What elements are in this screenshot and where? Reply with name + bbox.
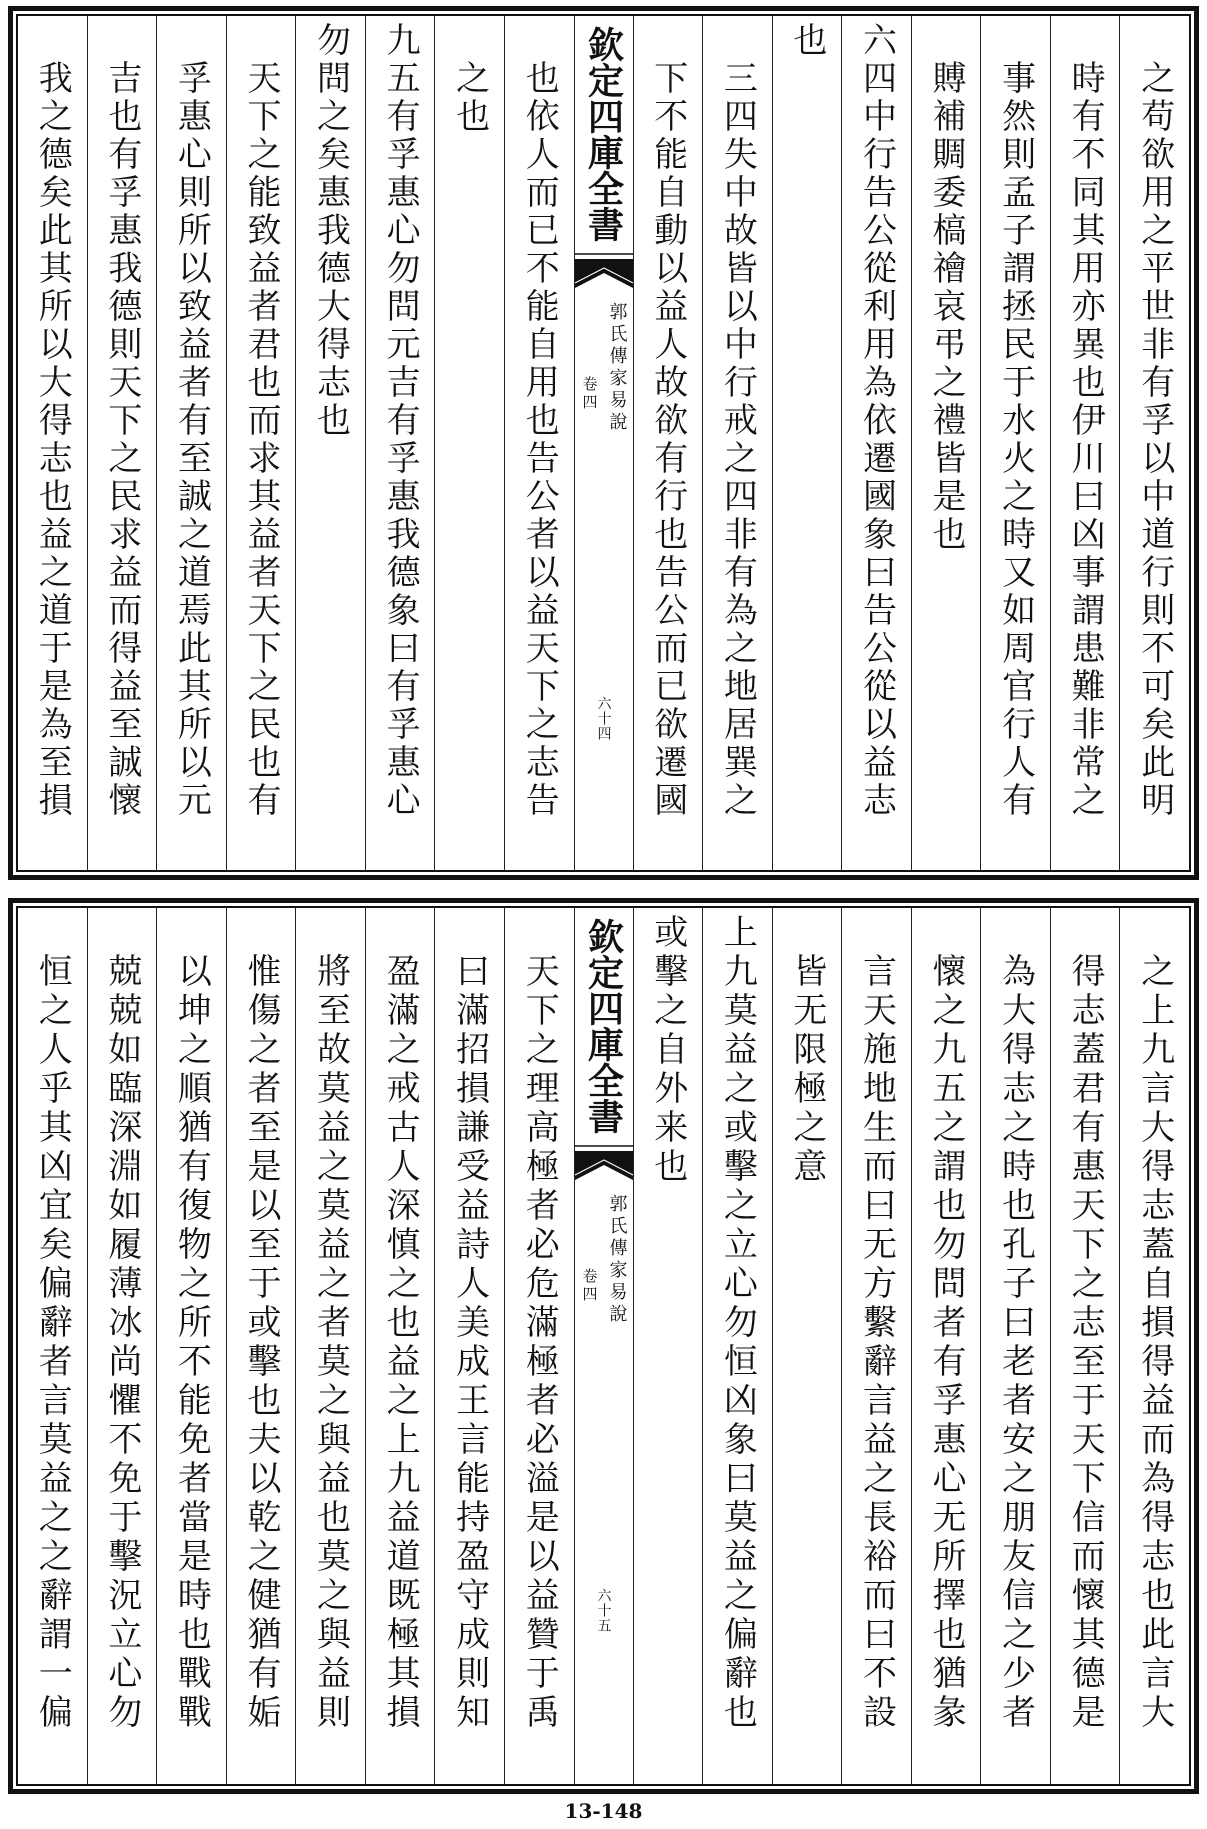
text-column bbox=[435, 16, 505, 870]
text-column bbox=[773, 16, 843, 870]
text-column bbox=[366, 16, 436, 870]
lower-page-panel bbox=[8, 898, 1199, 1794]
column-text: 九五有孚惠心勿問元吉有孚惠我德象曰有孚惠心 bbox=[380, 22, 421, 820]
fold-volume: 卷四 bbox=[580, 376, 599, 412]
column-text: 事然則孟子謂拯民于水火之時又如周官行人有 bbox=[995, 60, 1036, 820]
text-column bbox=[505, 16, 575, 870]
text-column bbox=[1120, 16, 1189, 870]
column-text: 賻補賙委槁禬哀弔之禮皆是也 bbox=[926, 60, 967, 554]
fishtail-ornament bbox=[575, 252, 633, 292]
text-column bbox=[227, 908, 297, 1784]
column-text: 將至故莫益之莫益之者莫之與益也莫之與益則 bbox=[310, 953, 351, 1733]
column-text: 之上九言大得志蓋自損得益而為得志也此言大 bbox=[1134, 953, 1175, 1733]
column-text: 也 bbox=[786, 22, 827, 60]
column-text: 以坤之順猶有復物之所不能免者當是時也戰戰 bbox=[171, 953, 212, 1733]
footer-page-number: 13-148 bbox=[564, 1799, 643, 1823]
text-column bbox=[842, 908, 912, 1784]
text-column bbox=[703, 908, 773, 1784]
column-text: 之也 bbox=[449, 60, 490, 136]
fold-page-number-text: 六十五 bbox=[595, 1588, 612, 1633]
center-fold-column bbox=[575, 908, 634, 1784]
column-text: 言天施地生而曰无方繫辭言益之長裕而曰不設 bbox=[856, 953, 897, 1733]
column-text: 或擊之自外来也 bbox=[647, 914, 688, 1187]
text-column bbox=[157, 16, 227, 870]
fold-volume: 卷四 bbox=[580, 1268, 599, 1304]
column-text: 我之德矣此其所以大得志也益之道于是為至損 bbox=[32, 60, 73, 820]
fold-page-number bbox=[575, 696, 633, 741]
fold-title bbox=[575, 26, 633, 242]
column-text: 天下之能致益者君也而求其益者天下之民也有 bbox=[240, 60, 281, 820]
text-column bbox=[634, 16, 704, 870]
column-text: 懷之九五之謂也勿問者有孚惠心无所擇也猶彖 bbox=[926, 953, 967, 1733]
fold-book-title: 郭氏傳家易說 bbox=[606, 302, 628, 434]
column-text: 曰滿招損謙受益詩人美成王言能持盈守成則知 bbox=[449, 953, 490, 1733]
text-column bbox=[634, 908, 704, 1784]
fold-title-text: 欽定四庫全書 bbox=[582, 918, 625, 1134]
text-column bbox=[296, 16, 366, 870]
page-frame bbox=[16, 906, 1191, 1786]
column-text: 惟傷之者至是以至于或擊也夫以乾之健猶有姤 bbox=[240, 953, 281, 1733]
text-column bbox=[18, 16, 88, 870]
column-text: 為大得志之時也孔子曰老者安之朋友信之少者 bbox=[995, 953, 1036, 1733]
column-text: 六四中行告公從利用為依遷國象曰告公從以益志 bbox=[856, 22, 897, 820]
text-column bbox=[912, 908, 982, 1784]
column-text: 之苟欲用之平世非有孚以中道行則不可矣此明 bbox=[1134, 60, 1175, 820]
column-text: 時有不同其用亦異也伊川曰凶事謂患難非常之 bbox=[1065, 60, 1106, 820]
fold-page-number bbox=[575, 1588, 633, 1633]
text-column bbox=[366, 908, 436, 1784]
column-text: 恒之人乎其凶宜矣偏辭者言莫益之之辭謂一偏 bbox=[32, 953, 73, 1733]
text-column bbox=[227, 16, 297, 870]
text-column bbox=[435, 908, 505, 1784]
fishtail-ornament bbox=[575, 1144, 633, 1184]
text-column bbox=[88, 16, 158, 870]
fold-title-text: 欽定四庫全書 bbox=[582, 26, 625, 242]
text-column bbox=[88, 908, 158, 1784]
text-column bbox=[1120, 908, 1189, 1784]
column-text: 盈滿之戒古人深慎之也益之上九益道既極其損 bbox=[380, 953, 421, 1733]
column-text: 勿問之矣惠我德大得志也 bbox=[310, 22, 351, 440]
center-fold-column bbox=[575, 16, 634, 870]
text-column bbox=[912, 16, 982, 870]
fold-book-title: 郭氏傳家易說 bbox=[606, 1194, 628, 1326]
text-column bbox=[842, 16, 912, 870]
upper-page-panel bbox=[8, 6, 1199, 880]
text-column bbox=[505, 908, 575, 1784]
column-text: 吉也有孚惠我德則天下之民求益而得益至誠懷 bbox=[101, 60, 142, 820]
text-column bbox=[18, 908, 88, 1784]
column-text: 兢兢如臨深淵如履薄冰尚懼不免于擊況立心勿 bbox=[101, 953, 142, 1733]
column-text: 皆无限極之意 bbox=[786, 953, 827, 1187]
text-column bbox=[296, 908, 366, 1784]
text-column bbox=[1051, 908, 1121, 1784]
text-column bbox=[703, 16, 773, 870]
column-text: 孚惠心則所以致益者有至誠之道焉此其所以元 bbox=[171, 60, 212, 820]
text-column bbox=[981, 908, 1051, 1784]
page-frame bbox=[16, 14, 1191, 872]
column-text: 天下之理高極者必危滿極者必溢是以益贊于禹 bbox=[519, 953, 560, 1733]
column-text: 三四失中故皆以中行戒之四非有為之地居巽之 bbox=[717, 60, 758, 820]
column-text: 也依人而已不能自用也告公者以益天下之志告 bbox=[519, 60, 560, 820]
text-column bbox=[1051, 16, 1121, 870]
text-column bbox=[773, 908, 843, 1784]
column-text: 上九莫益之或擊之立心勿恒凶象曰莫益之偏辭也 bbox=[717, 914, 758, 1733]
column-text: 得志蓋君有惠天下之志至于天下信而懷其德是 bbox=[1065, 953, 1106, 1733]
text-column bbox=[157, 908, 227, 1784]
text-column bbox=[981, 16, 1051, 870]
fold-page-number-text: 六十四 bbox=[595, 696, 612, 741]
fold-title bbox=[575, 918, 633, 1134]
column-text: 下不能自動以益人故欲有行也告公而已欲遷國 bbox=[647, 60, 688, 820]
